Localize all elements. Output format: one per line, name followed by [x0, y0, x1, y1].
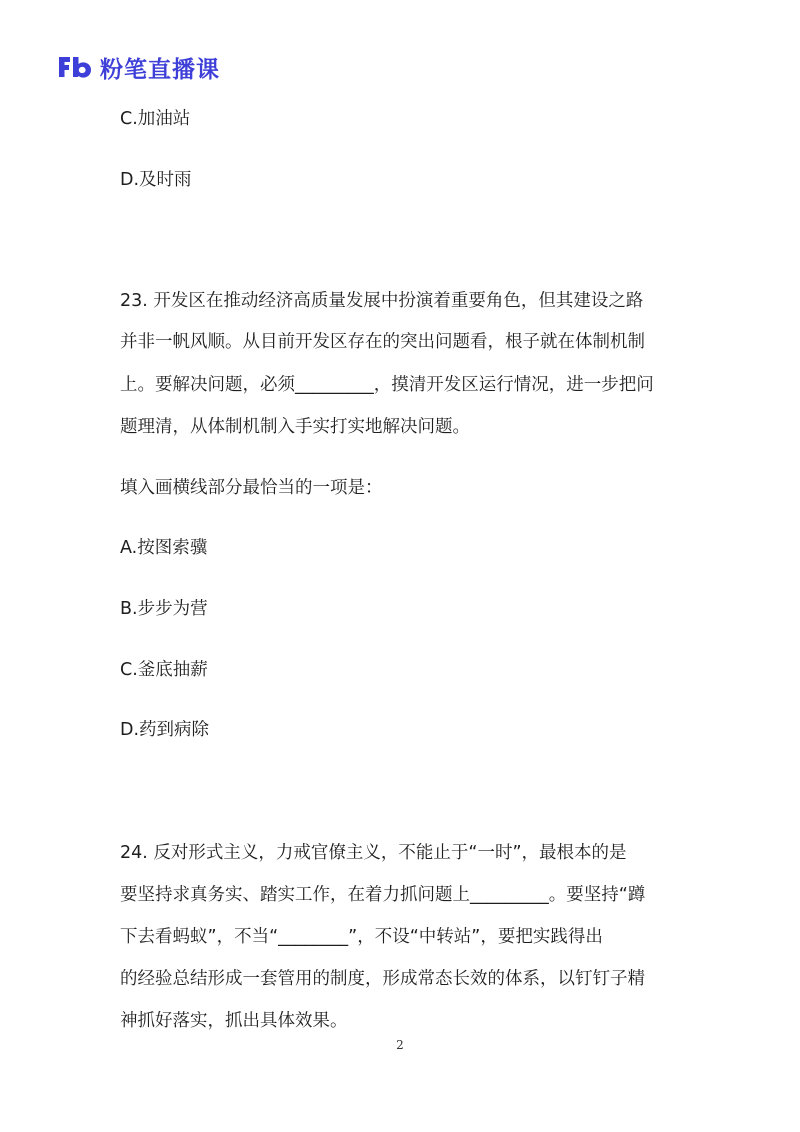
q23-option-d: D.药到病除 [120, 720, 210, 740]
q23-option-b: B.步步为营 [120, 599, 208, 619]
brand-name: 粉笔直播课 [100, 56, 220, 83]
q22-option-d: D.及时雨 [120, 170, 192, 190]
q24-stem-line-5: 神抓好落实，抓出具体效果。 [120, 1011, 348, 1031]
q24-stem-line-3: 下去看蚂蚁”，不当“________”，不设“中转站”，要把实践得出 [120, 927, 603, 947]
q23-stem-line-3: 上。要解决问题，必须_________，摸清开发区运行情况，进一步把问 [120, 375, 654, 395]
q23-option-a: A.按图索骥 [120, 538, 208, 558]
q23-stem-line-4: 题理清，从体制机制入手实打实地解决问题。 [120, 417, 470, 437]
brand-logo [56, 50, 220, 84]
fb-logo-icon [56, 54, 94, 80]
q22-option-c: C.加油站 [120, 109, 191, 129]
q23-option-c: C.釜底抽薪 [120, 660, 208, 680]
q23-prompt: 填入画横线部分最恰当的一项是： [120, 478, 383, 498]
q23-stem-line-1: 23. 开发区在推动经济高质量发展中扮演着重要角色，但其建设之路 [120, 291, 644, 311]
q24-stem-line-1: 24. 反对形式主义，力戒官僚主义，不能止于“一时”，最根本的是 [120, 843, 627, 863]
page-number: 2 [396, 1038, 404, 1052]
q23-stem-line-2: 并非一帆风顺。从目前开发区存在的突出问题看，根子就在体制机制 [120, 332, 645, 352]
q24-stem-line-2: 要坚持求真务实、踏实工作，在着力抓问题上_________。要坚持“蹲 [120, 885, 646, 905]
q24-stem-line-4: 的经验总结形成一套管用的制度，形成常态长效的体系，以钉钉子精 [120, 969, 645, 989]
